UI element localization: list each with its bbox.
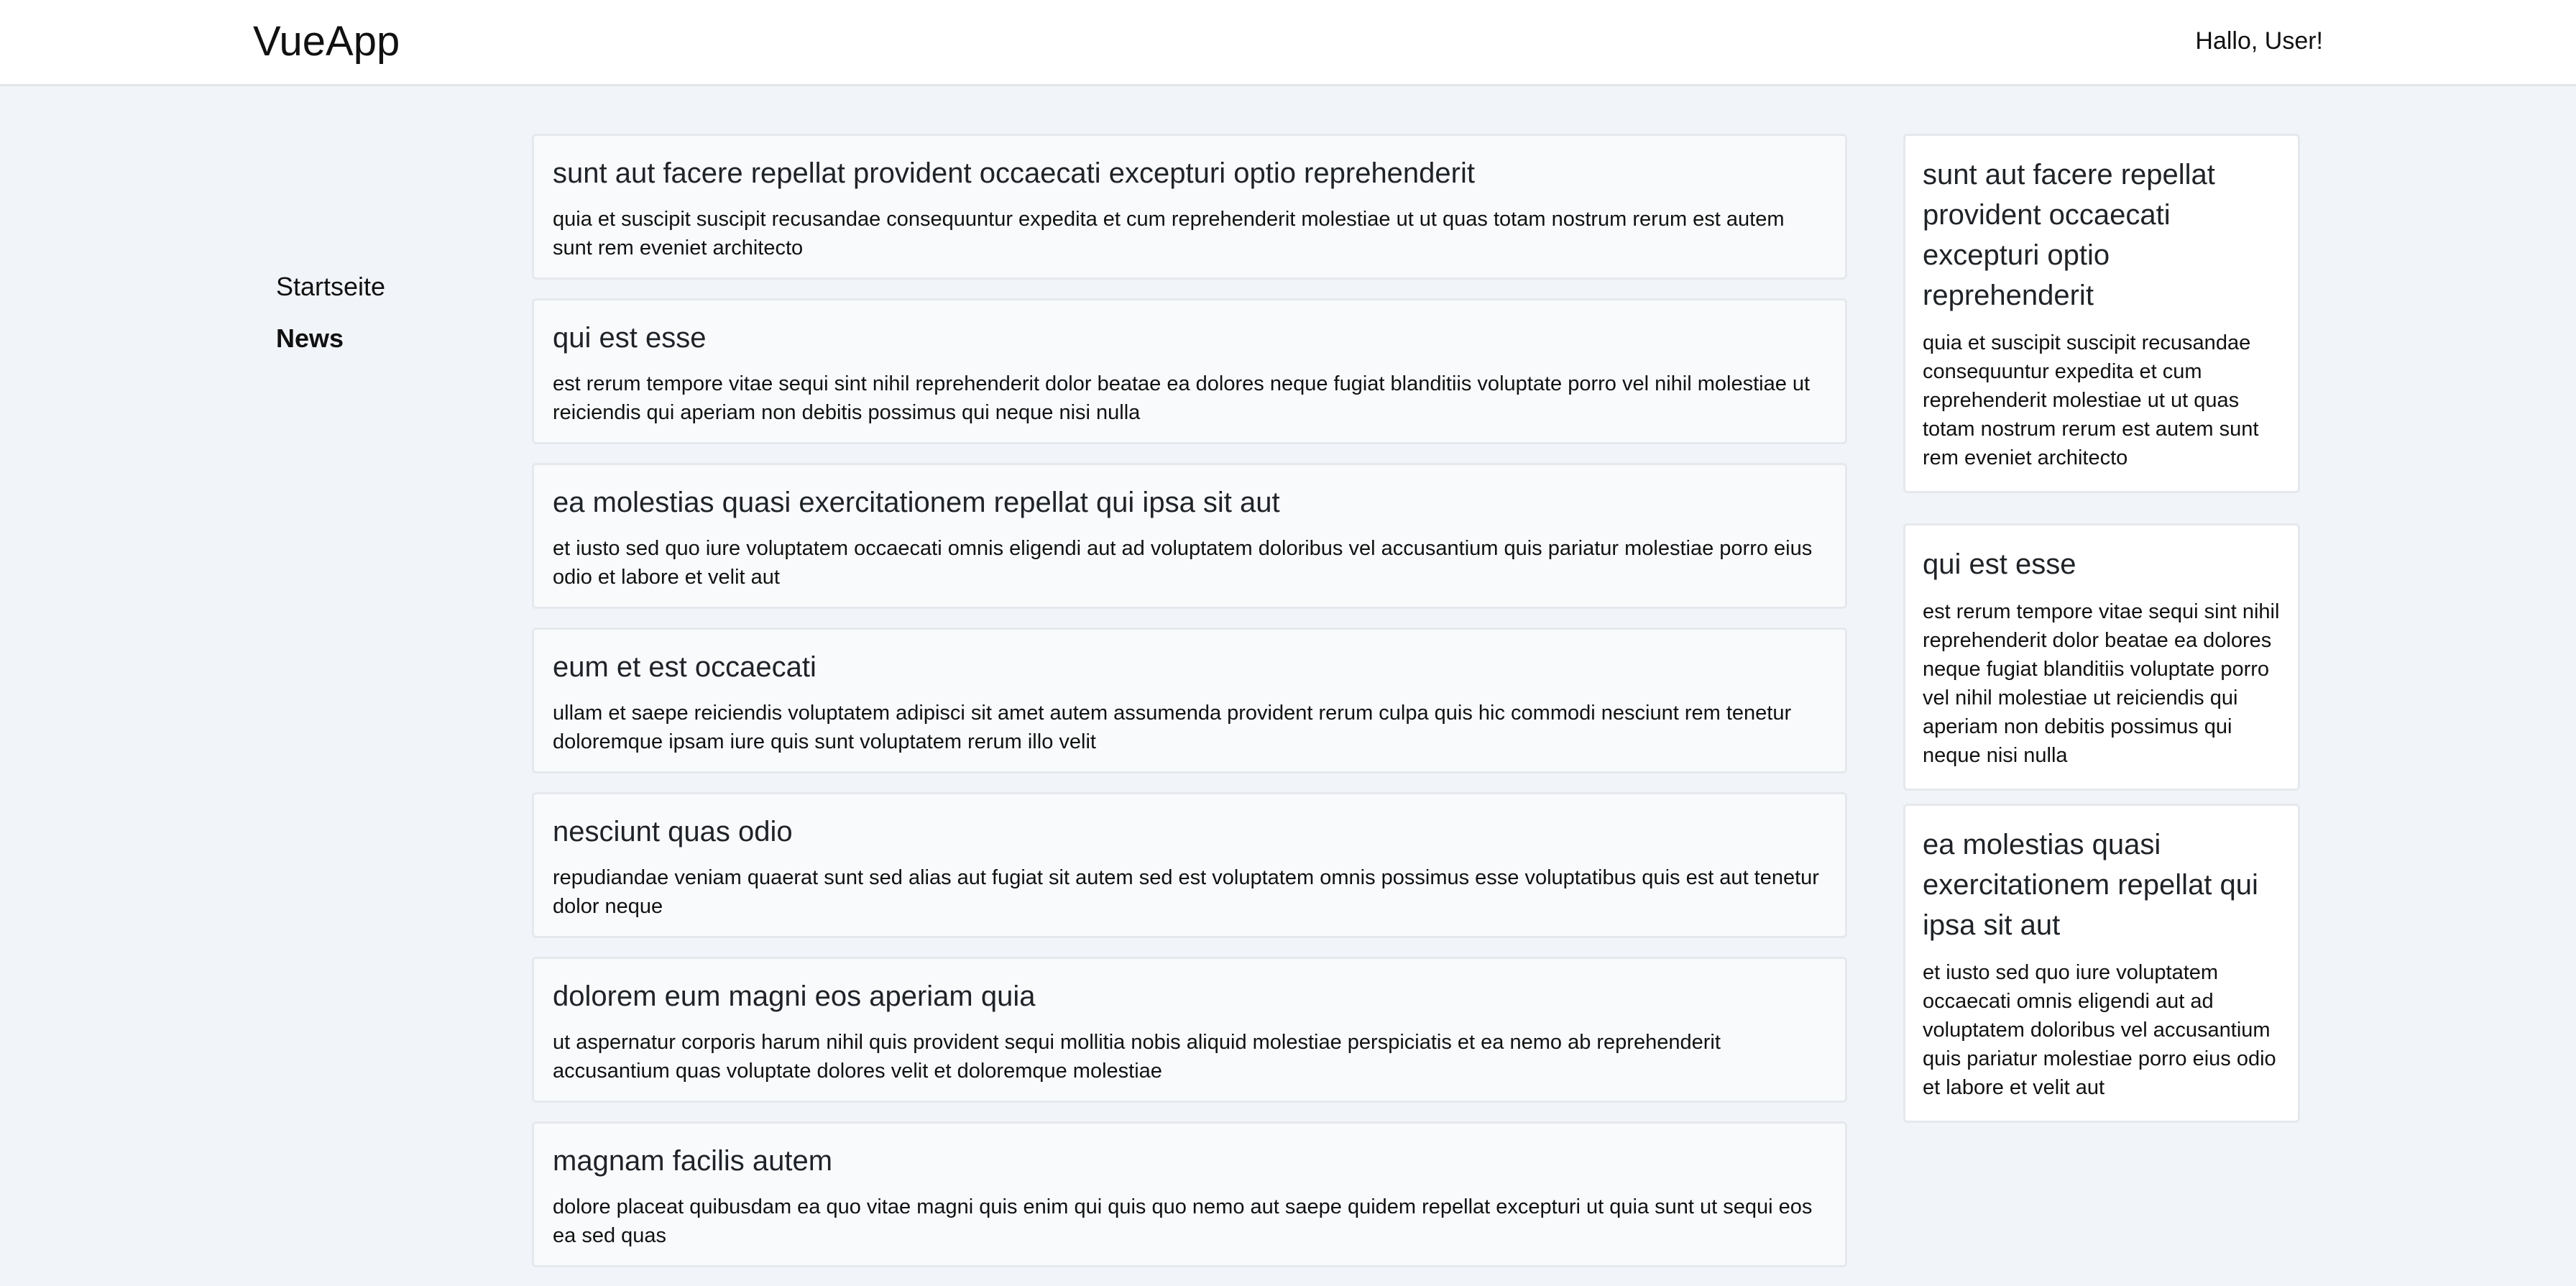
news-card-body: dolore placeat quibusdam ea quo vitae magni quis enim qui quis quo nemo aut saepe quidem repellat excepturi ut quia sunt ut sequi eos ea sed quas: [553, 1195, 1813, 1247]
sidebar-card-body: quia et suscipit suscipit recusandae consequuntur expedita et cum reprehenderit molestiae ut ut quas totam nostrum rerum est autem sunt rem eveniet architecto: [1923, 331, 2259, 469]
news-card-title: sunt aut facere repellat provident occaecati excepturi optio reprehenderit: [553, 157, 1475, 189]
top-bar: [0, 0, 2576, 86]
news-card[interactable]: [532, 628, 1847, 773]
news-card-body: ut aspernatur corporis harum nihil quis provident sequi mollitia nobis aliquid molestiae perspiciatis et ea nemo ab reprehenderit accusantium quas voluptate dolores velit et doloremque molestiae: [553, 1031, 1721, 1083]
news-card-title: ea molestias quasi exercitationem repellat qui ipsa sit aut: [553, 487, 1280, 518]
news-card-body: et iusto sed quo iure voluptatem occaecati omnis eligendi aut ad voluptatem doloribus vel accusantium quis pariatur molestiae porro eius odio et labore et velit aut: [553, 537, 1813, 589]
news-card-title: qui est esse: [553, 322, 707, 354]
sidebar-card-title: sunt aut facere repellat provident occaecati excepturi optio reprehenderit: [1923, 159, 2215, 311]
side-nav: [276, 270, 463, 373]
news-card-title: eum et est occaecati: [553, 651, 816, 683]
news-card-title: nesciunt quas odio: [553, 816, 793, 848]
user-greeting: Hallo, User!: [2195, 27, 2323, 55]
sidebar-card-body: et iusto sed quo iure voluptatem occaecati omnis eligendi aut ad voluptatem doloribus vel accusantium quis pariatur molestiae porro eius odio et labore et velit aut: [1923, 961, 2276, 1099]
sidebar-card[interactable]: [1903, 804, 2300, 1123]
sidebar-posts: [1903, 134, 2300, 1142]
app-logo[interactable]: VueApp: [253, 18, 400, 65]
news-card-body: est rerum tempore vitae sequi sint nihil reprehenderit dolor beatae ea dolores neque fugiat blanditiis voluptate porro vel nihil molestiae ut reiciendis qui aperiam non debitis possimus qui neque nisi nulla: [553, 372, 1811, 424]
news-card[interactable]: [532, 1121, 1847, 1267]
news-card-body: repudiandae veniam quaerat sunt sed alias aut fugiat sit autem sed est voluptatem omnis possimus esse voluptatibus quis est aut tenetur dolor neque: [553, 866, 1819, 918]
news-card-body: quia et suscipit suscipit recusandae consequuntur expedita et cum reprehenderit molestiae ut ut quas totam nostrum rerum est autem sunt rem eveniet architecto: [553, 208, 1785, 260]
sidebar-card-title: qui est esse: [1923, 548, 2076, 580]
news-card-body: ullam et saepe reiciendis voluptatem adipisci sit amet autem assumenda provident rerum culpa quis hic commodi nesciunt rem tenetur doloremque ipsam iure quis sunt voluptatem rerum illo velit: [553, 702, 1792, 753]
news-card[interactable]: [532, 134, 1847, 280]
sidebar-card-title: ea molestias quasi exercitationem repellat qui ipsa sit aut: [1923, 829, 2258, 941]
nav-item-news[interactable]: News: [276, 323, 344, 353]
sidebar-card[interactable]: [1903, 523, 2300, 791]
sidebar-card-body: est rerum tempore vitae sequi sint nihil reprehenderit dolor beatae ea dolores neque fugiat blanditiis voluptate porro vel nihil molestiae ut reiciendis qui aperiam non debitis possimus qui neque nisi nulla: [1923, 600, 2280, 767]
news-card-title: magnam facilis autem: [553, 1145, 833, 1177]
news-card[interactable]: [532, 957, 1847, 1103]
nav-item-startseite[interactable]: Startseite: [276, 272, 386, 301]
sidebar-card[interactable]: [1903, 134, 2300, 493]
news-card-title: dolorem eum magni eos aperiam quia: [553, 980, 1036, 1012]
news-list: [532, 134, 1847, 1286]
news-card[interactable]: [532, 463, 1847, 609]
news-card[interactable]: [532, 792, 1847, 938]
news-card[interactable]: [532, 298, 1847, 444]
